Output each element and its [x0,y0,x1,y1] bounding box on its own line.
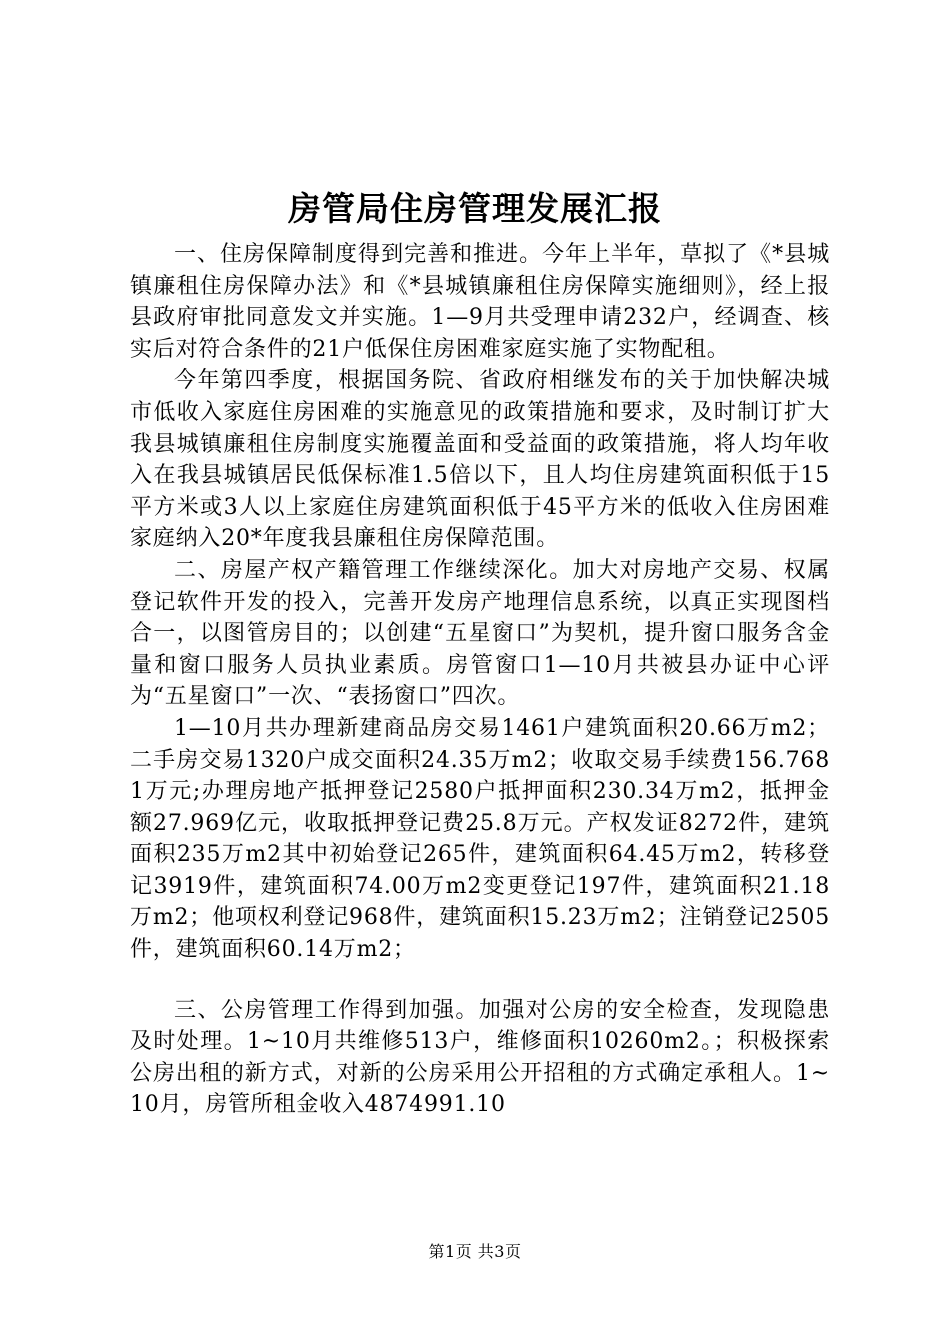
paragraph-public-housing: 三、公房管理工作得到加强。加强对公房的安全检查，发现隐患及时处理。1~10月共维修513户，维修面积10260m2。；积极探索公房出租的新方式，对新的公房采用公开招租的方式确定承租人。1~10月，房管所租金收入4874991.10 [130,997,830,1118]
document-body [130,239,830,1121]
paragraph-property-rights: 二、房屋产权产籍管理工作继续深化。加大对房地产交易、权属登记软件开发的投入，完善开发房产地理信息系统，以真正实现图档合一，以图管房目的；以创建“五星窗口”为契机，提升窗口服务含金量和窗口服务人员执业素质。房管窗口1—10月共被县办证中心评为“五星窗口”一次、“表扬窗口”四次。 [130,557,830,710]
paragraph-fourth-quarter: 今年第四季度，根据国务院、省政府相继发布的关于加快解决城市低收入家庭住房困难的实施意见的政策措施和要求，及时制订扩大我县城镇廉租住房制度实施覆盖面和受益面的政策措施，将人均年收入在我县城镇居民低保标准1.5倍以下，且人均住房建筑面积低于15平方米或3人以上家庭住房建筑面积低于45平方米的低收入住房困难家庭纳入20*年度我县廉租住房保障范围。 [130,368,830,552]
paragraph-transaction-stats: 1—10月共办理新建商品房交易1461户建筑面积20.66万m2；二手房交易1320户成交面积24.35万m2；收取交易手续费156.7681万元;办理房地产抵押登记2580户抵押面积230.34万m2，抵押金额27.969亿元，收取抵押登记费25.8万元。产权发证8272件，建筑面积235万m2其中初始登记265件，建筑面积64.45万m2，转移登记3919件，建筑面积74.00万m2变更登记197件，建筑面积21.18万m2；他项权利登记968件，建筑面积15.23万m2；注销登记2505件，建筑面积60.14万m2； [130,715,830,963]
document-title: 房管局住房管理发展汇报 [288,189,662,228]
page-footer: 第1页 共3页 [428,1242,522,1261]
paragraph-housing-security: 一、住房保障制度得到完善和推进。今年上半年，草拟了《*县城镇廉租住房保障办法》和《*县城镇廉租住房保障实施细则》，经上报县政府审批同意发文并实施。1—9月共受理申请232户，经调查、核实后对符合条件的21户低保住房困难家庭实施了实物配租。 [130,242,830,362]
